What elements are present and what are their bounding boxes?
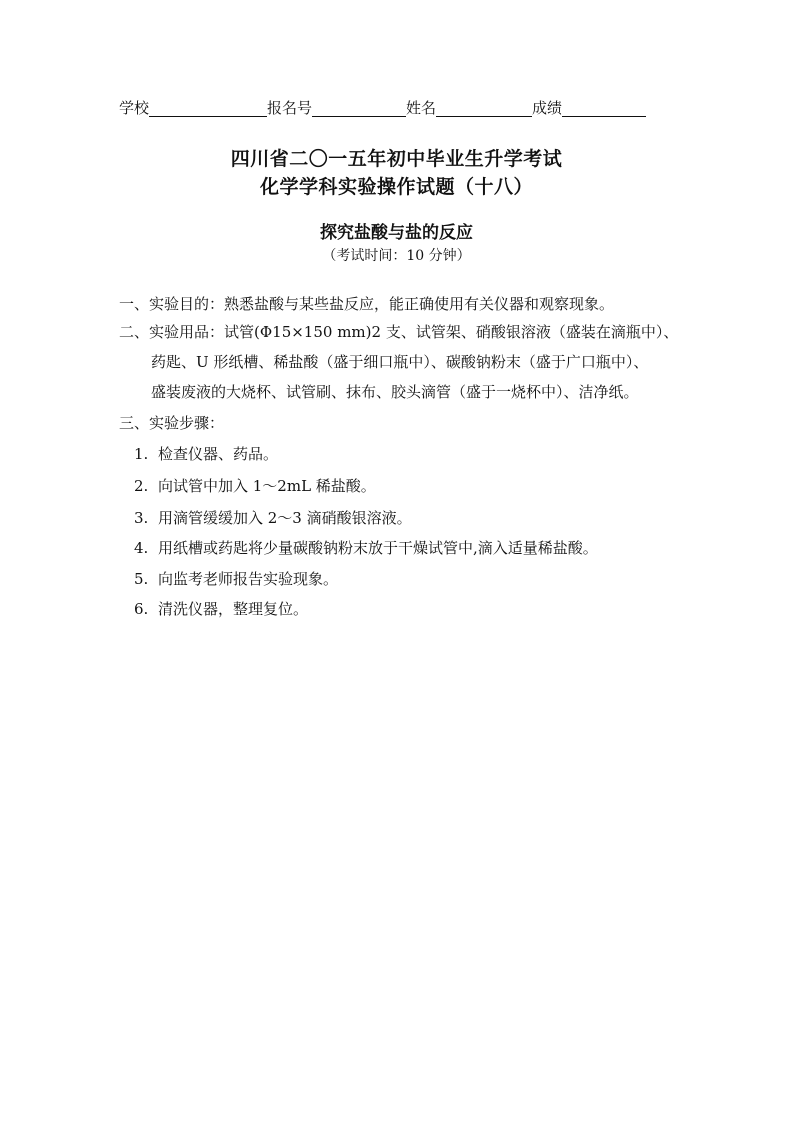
step-text: 清洗仪器，整理复位。 xyxy=(158,600,309,618)
step-text: 用滴管缓缓加入 2～3 滴硝酸银溶液。 xyxy=(158,509,412,527)
step-item xyxy=(134,598,308,620)
step-item xyxy=(134,507,412,529)
step-number: 2. xyxy=(134,477,149,495)
step-number: 5. xyxy=(134,570,149,588)
score-label: 成绩 xyxy=(532,99,563,117)
step-item xyxy=(134,537,598,559)
step-text: 向试管中加入 1～2mL 稀盐酸。 xyxy=(158,477,376,495)
exam-time: （考试时间：10 分钟） xyxy=(322,248,471,264)
materials-text-1: 二、实验用品：试管(Φ15×150 mm)2 支、试管架、硝酸银溶液（盛装在滴瓶中）、 xyxy=(119,323,679,341)
step-number: 1. xyxy=(134,445,149,463)
experiment-name: 探究盐酸与盐的反应 xyxy=(320,223,473,243)
step-text: 用纸槽或药匙将少量碳酸钠粉末放于干燥试管中,滴入适量稀盐酸。 xyxy=(158,539,598,557)
name-blank xyxy=(436,100,532,117)
name-label: 姓名 xyxy=(406,99,437,117)
score-blank xyxy=(562,100,646,117)
exam-subject-title: 化学学科实验操作试题（十八） xyxy=(259,176,533,198)
school-blank xyxy=(149,100,267,117)
exam-title: 四川省二〇一五年初中毕业生升学考试 xyxy=(230,148,563,170)
regno-label: 报名号 xyxy=(267,99,313,117)
purpose-text: 一、实验目的：熟悉盐酸与某些盐反应，能正确使用有关仪器和观察现象。 xyxy=(119,295,615,313)
candidate-info-line xyxy=(119,96,679,118)
step-number: 6. xyxy=(134,600,149,618)
step-text: 向监考老师报告实验现象。 xyxy=(158,570,339,588)
school-label: 学校 xyxy=(119,99,150,117)
steps-heading: 三、实验步骤： xyxy=(119,414,225,432)
step-text: 检查仪器、药品。 xyxy=(158,445,279,463)
step-item xyxy=(134,475,376,497)
step-number: 3. xyxy=(134,509,149,527)
step-number: 4. xyxy=(134,539,149,557)
regno-blank xyxy=(312,100,406,117)
materials-text-3: 盛装废液的大烧杯、试管刷、抹布、胶头滴管（盛于一烧杯中）、洁净纸。 xyxy=(151,383,639,401)
step-item xyxy=(134,443,278,465)
materials-text-2: 药匙、U 形纸槽、稀盐酸（盛于细口瓶中）、碳酸钠粉末（盛于广口瓶中）、 xyxy=(151,353,649,371)
step-item xyxy=(134,568,338,590)
